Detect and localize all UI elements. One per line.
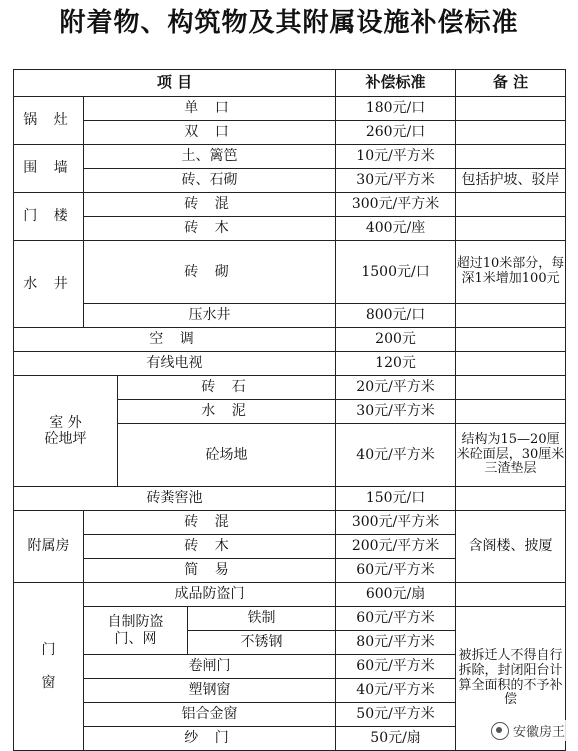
row-price: 10元/平方米	[336, 145, 456, 169]
watermark	[488, 720, 568, 741]
row-price: 120元	[336, 352, 456, 376]
row-item: 砖 石	[118, 376, 336, 400]
row-price: 800元/口	[336, 304, 456, 328]
row-note	[456, 583, 566, 607]
row-item: 纱 门	[84, 727, 336, 751]
table-row	[14, 304, 566, 328]
table-row	[14, 583, 566, 607]
row-note: 含阁楼、披厦	[456, 511, 566, 583]
row-item: 水 泥	[118, 400, 336, 424]
group-label-well: 水 井	[14, 241, 84, 328]
row-price: 30元/平方米	[336, 400, 456, 424]
page-title: 附着物、构筑物及其附属设施补偿标准	[59, 8, 519, 38]
row-item: 砖、石砌	[84, 169, 336, 193]
group-label-stove: 锅 灶	[14, 97, 84, 145]
row-price: 1500元/口	[336, 241, 456, 304]
group-label-wall: 围 墙	[14, 145, 84, 193]
row-price: 150元/口	[336, 487, 456, 511]
row-item: 压水井	[84, 304, 336, 328]
group-label-floor: 室 外 砼地坪	[14, 376, 118, 487]
header-note: 备 注	[456, 70, 566, 97]
row-price: 40元/平方米	[336, 679, 456, 703]
row-price: 80元/平方米	[336, 631, 456, 655]
row-note	[456, 352, 566, 376]
row-price: 200元	[336, 328, 456, 352]
row-item: 卷闸门	[84, 655, 336, 679]
table-row	[14, 511, 566, 535]
table-row	[14, 193, 566, 217]
table-row	[14, 121, 566, 145]
row-item: 塑钢窗	[84, 679, 336, 703]
compensation-table	[13, 69, 566, 751]
row-note	[456, 487, 566, 511]
row-price: 20元/平方米	[336, 376, 456, 400]
table-row	[14, 352, 566, 376]
table-row	[14, 376, 566, 400]
row-note	[456, 400, 566, 424]
row-note	[456, 145, 566, 169]
group-label-door-window: 门 窗	[14, 583, 84, 751]
row-price: 180元/口	[336, 97, 456, 121]
row-item: 砖 木	[84, 217, 336, 241]
table-row	[14, 487, 566, 511]
row-price: 260元/口	[336, 121, 456, 145]
door-window-note: 被拆迁人不得自行拆除，封闭阳台计算全面积的不予补偿	[456, 607, 566, 751]
row-price: 400元/座	[336, 217, 456, 241]
table-row	[14, 217, 566, 241]
row-price: 200元/平方米	[336, 535, 456, 559]
row-item: 砼场地	[118, 424, 336, 487]
row-item: 成品防盗门	[84, 583, 336, 607]
row-note	[456, 121, 566, 145]
row-item: 铁制	[188, 607, 336, 631]
row-item: 砖 混	[84, 193, 336, 217]
watermark-label: 安徽房王	[512, 725, 565, 740]
row-item: 空 调	[14, 328, 336, 352]
row-item: 砖 木	[84, 535, 336, 559]
table-row	[14, 145, 566, 169]
group-label-gate: 门 楼	[14, 193, 84, 241]
row-item: 砖 混	[84, 511, 336, 535]
wechat-logo-icon	[491, 722, 509, 740]
row-price: 60元/平方米	[336, 607, 456, 631]
row-price: 30元/平方米	[336, 169, 456, 193]
table-row	[14, 169, 566, 193]
row-note	[456, 328, 566, 352]
row-note: 超过10米部分，每深1米增加100元	[456, 241, 566, 304]
row-note	[456, 376, 566, 400]
row-item: 土、篱笆	[84, 145, 336, 169]
row-item: 砖 砌	[84, 241, 336, 304]
group-label-homemade: 自制防盗 门、网	[84, 607, 188, 655]
table-row	[14, 328, 566, 352]
row-item: 砖粪窖池	[14, 487, 336, 511]
group-label-annex: 附属房	[14, 511, 84, 583]
table-row	[14, 241, 566, 304]
row-note	[456, 97, 566, 121]
row-note: 包括护坡、驳岸	[456, 169, 566, 193]
row-price: 300元/平方米	[336, 511, 456, 535]
row-note	[456, 217, 566, 241]
row-price: 40元/平方米	[336, 424, 456, 487]
row-price: 50元/平方米	[336, 703, 456, 727]
row-price: 60元/平方米	[336, 655, 456, 679]
row-note	[456, 304, 566, 328]
row-item: 不锈钢	[188, 631, 336, 655]
row-price: 600元/扇	[336, 583, 456, 607]
row-item: 单 口	[84, 97, 336, 121]
row-item: 双 口	[84, 121, 336, 145]
table-row	[14, 607, 566, 631]
row-note: 结构为15—20厘米砼面层，30厘米三渣垫层	[456, 424, 566, 487]
row-note	[456, 193, 566, 217]
row-price: 60元/平方米	[336, 559, 456, 583]
table-header-row	[14, 70, 566, 97]
row-price: 300元/平方米	[336, 193, 456, 217]
header-item: 项 目	[14, 70, 336, 97]
row-item: 有线电视	[14, 352, 336, 376]
table-row	[14, 97, 566, 121]
row-item: 铝合金窗	[84, 703, 336, 727]
header-standard: 补偿标准	[336, 70, 456, 97]
row-price: 50元/扇	[336, 727, 456, 751]
row-item: 简 易	[84, 559, 336, 583]
